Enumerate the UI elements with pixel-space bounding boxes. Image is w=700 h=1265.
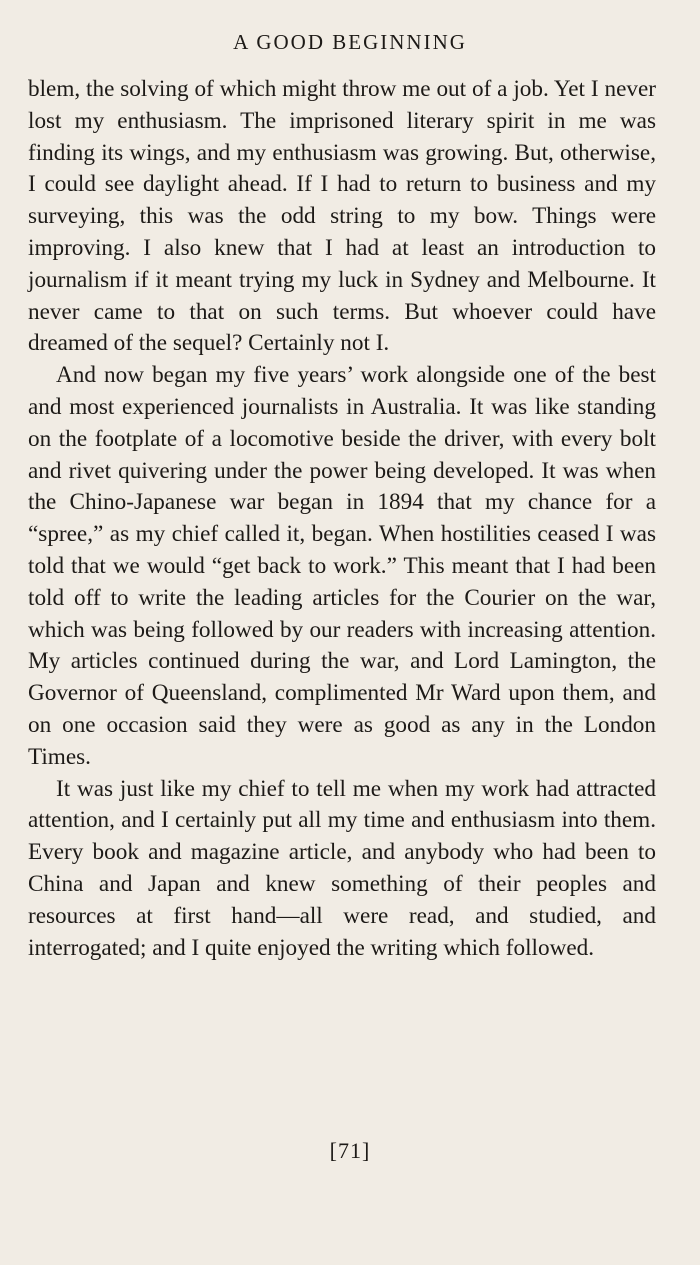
paragraph: It was just like my chief to tell me when my work had attracted attention, and I certainly put all my time and enthusiasm into them. Every book and magazine article, and anybody who had been to China and Japan and knew something of their peoples and resources at first hand—all were read, and studied, and interrogated; and I quite enjoyed the writing which followed.: [28, 775, 656, 961]
running-head: A GOOD BEGINNING: [233, 30, 467, 54]
body-text: [28, 74, 656, 964]
paragraph-continued: blem, the solving of which might throw me out of a job. Yet I never lost my enthusiasm. The imprisoned literary spirit in me was finding its wings, and my enthusiasm was growing. But, otherwise, I could see daylight ahead. If I had to return to business and my surveying, this was the odd string to my bow. Things were improving. I also knew that I had at least an introduction to journalism if it meant trying my luck in Sydney and Melbourne. It never came to that on such terms. But whoever could have dreamed of the sequel? Certainly not I.: [28, 76, 656, 357]
paragraph: And now began my five years’ work alongside one of the best and most experienced journalists in Australia. It was like standing on the footplate of a locomotive beside the driver, with every bolt and rivet quivering under the power being developed. It was when the Chino-Japanese war began in 1894 that my chance for a “spree,” as my chief called it, began. When hostilities ceased I was told that we would “get back to work.” This meant that I had been told off to write the leading articles for the Courier on the war, which was being followed by our readers with increasing attention. My articles continued during the war, and Lord Lamington, the Governor of Queensland, complimented Mr Ward upon them, and on one occasion said they were as good as any in the London Times.: [28, 362, 656, 770]
page-number: [71]: [329, 1138, 371, 1163]
